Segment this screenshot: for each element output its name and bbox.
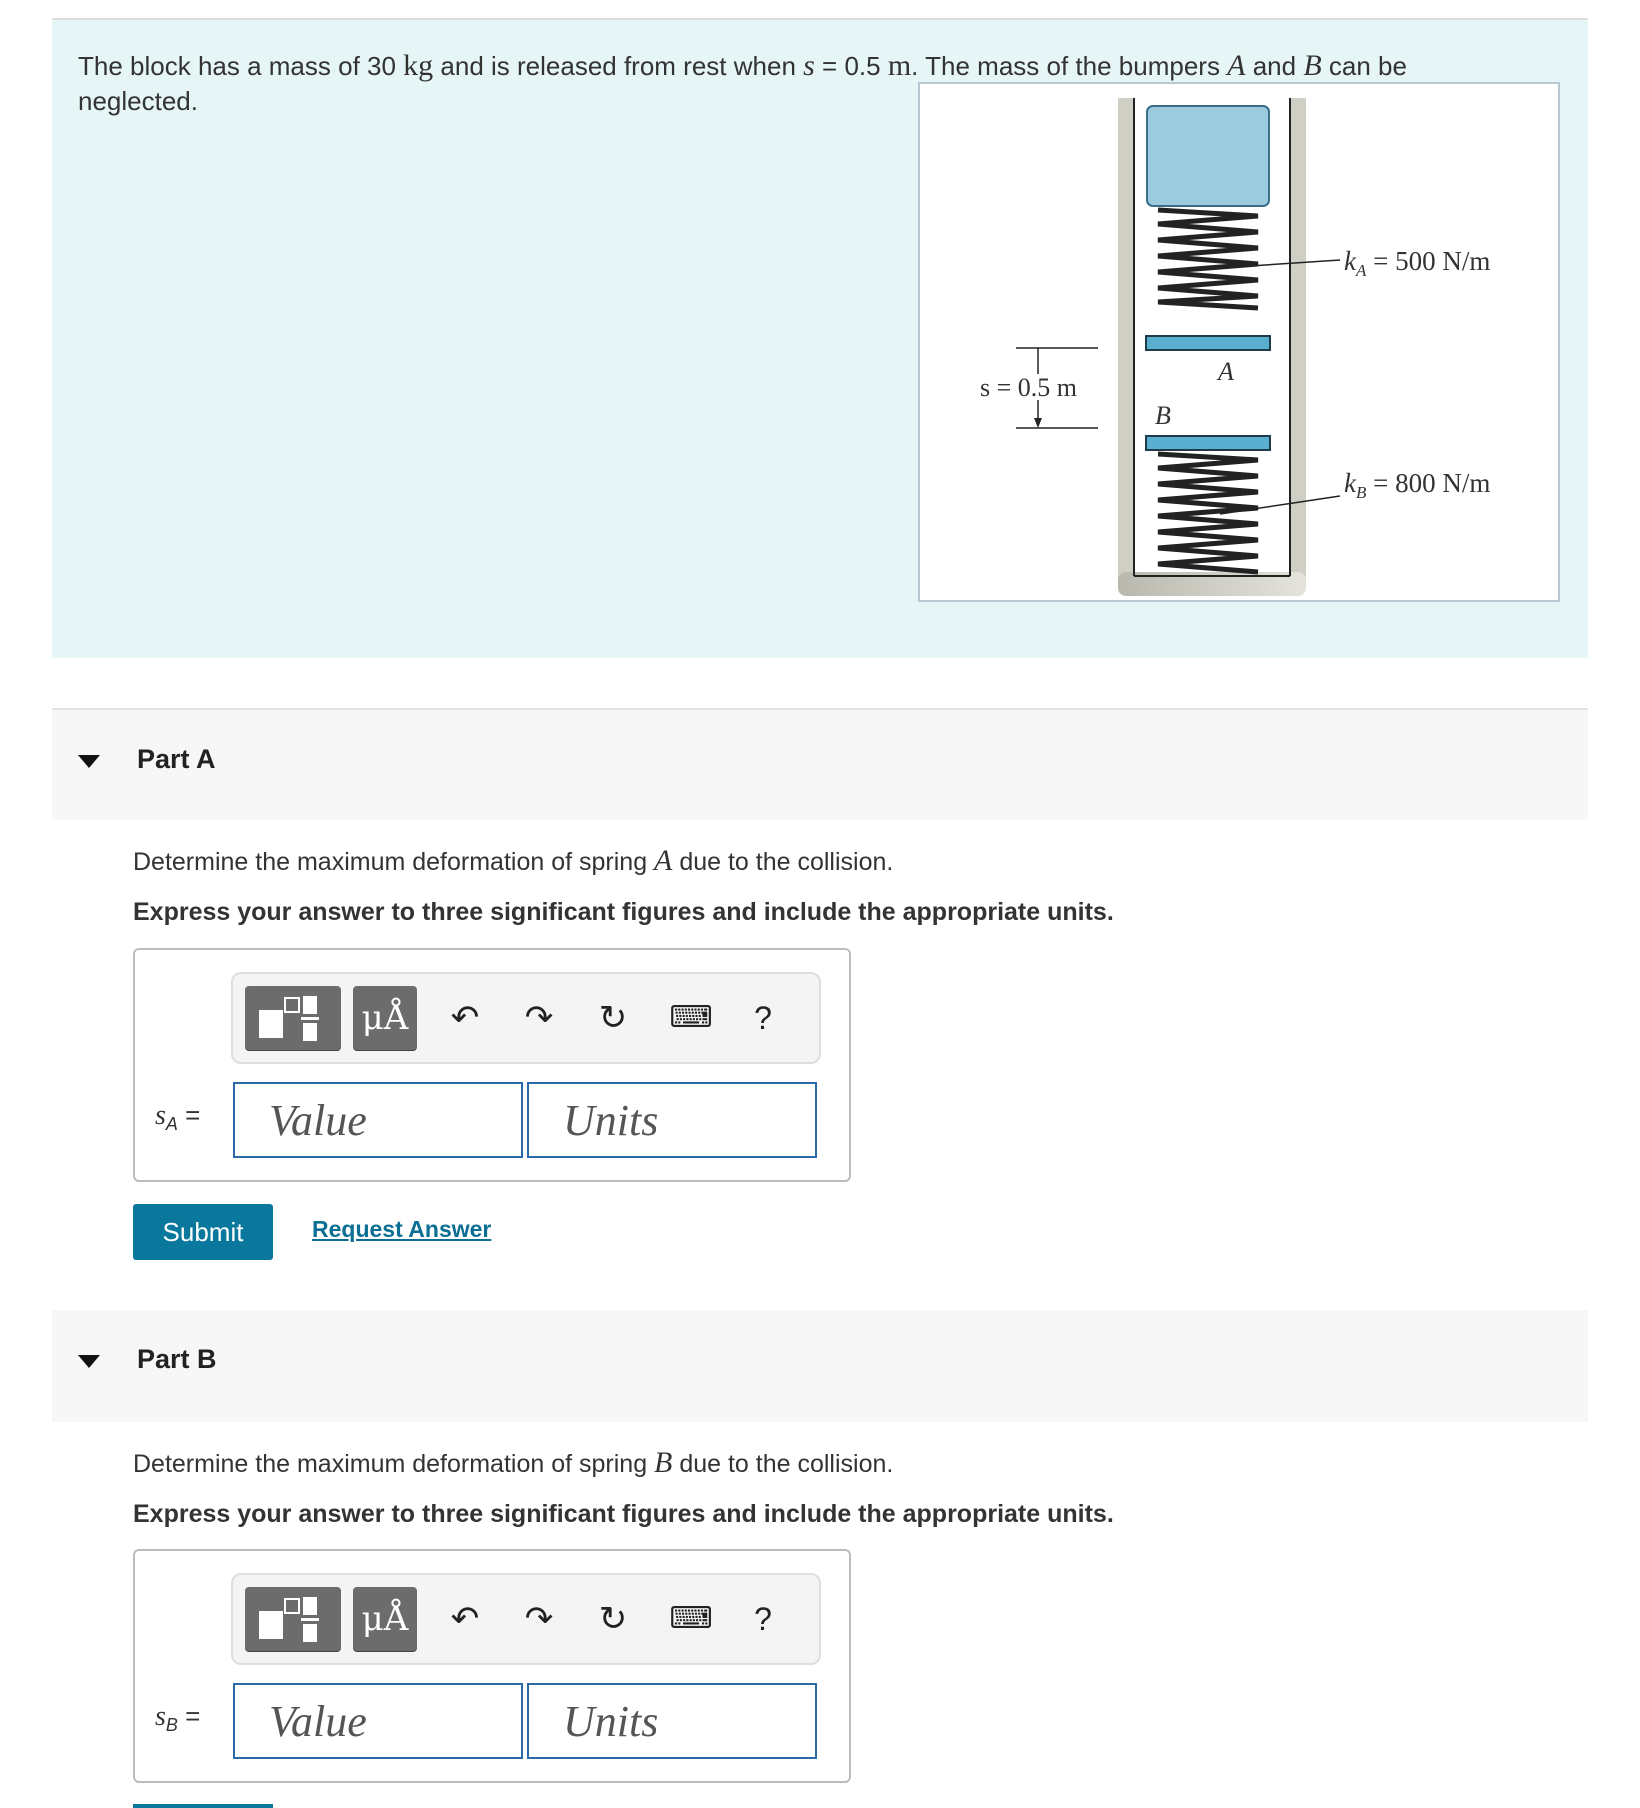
keyboard-icon[interactable]: ⌨ <box>669 1001 713 1034</box>
part-b-header[interactable] <box>52 1310 1588 1422</box>
value-input[interactable] <box>269 1685 521 1757</box>
label-b: B <box>1155 401 1171 430</box>
units-button[interactable]: μÅ <box>353 1587 417 1651</box>
collapse-icon[interactable] <box>78 1355 100 1368</box>
problem-text-5: and <box>1245 51 1304 81</box>
problem-text-3: = 0.5 <box>814 51 888 81</box>
left-wall <box>1118 98 1134 586</box>
question-text: Determine the maximum deformation of spring <box>133 848 655 876</box>
keyboard-icon[interactable]: ⌨ <box>669 1602 713 1635</box>
part-a-instruction: Express your answer to three significant figures and include the appropriate units. <box>133 898 1114 926</box>
spring-a <box>1158 210 1258 308</box>
units-field[interactable] <box>527 1082 817 1158</box>
var-name: s <box>155 1100 166 1131</box>
collapse-icon[interactable] <box>78 755 100 768</box>
var-sub: B <box>165 1715 178 1736</box>
s-variable: s <box>803 49 815 82</box>
spring-diagram <box>920 84 1562 604</box>
question-text: Determine the maximum deformation of spring <box>133 1450 655 1478</box>
bumper-b <box>1146 436 1270 450</box>
undo-icon[interactable]: ↶ <box>450 999 480 1037</box>
templates-button[interactable] <box>245 986 341 1050</box>
question-text-end: due to the collision. <box>672 848 894 876</box>
redo-icon[interactable]: ↷ <box>524 999 554 1037</box>
question-var: A <box>654 844 673 877</box>
units-button[interactable]: μÅ <box>353 986 417 1050</box>
distance-unit: m <box>887 49 912 82</box>
part-b-answer-box <box>133 1549 851 1783</box>
right-wall <box>1290 98 1306 586</box>
bumper-a-var: A <box>1227 49 1246 82</box>
units-input[interactable] <box>563 1084 815 1156</box>
part-b-question <box>133 1446 893 1480</box>
value-field[interactable] <box>233 1683 523 1759</box>
problem-text-4: . The mass of the bumpers <box>911 51 1228 81</box>
var-sub: A <box>165 1114 178 1135</box>
value-field[interactable] <box>233 1082 523 1158</box>
question-var: B <box>654 1446 673 1479</box>
spring-b <box>1158 454 1258 572</box>
part-b-instruction: Express your answer to three significant figures and include the appropriate units. <box>133 1500 1114 1528</box>
help-icon[interactable]: ? <box>754 1601 772 1637</box>
help-icon[interactable]: ? <box>754 1000 772 1036</box>
answer-label <box>155 1100 200 1135</box>
var-name: s <box>155 1701 166 1732</box>
units-field[interactable] <box>527 1683 817 1759</box>
templates-button[interactable] <box>245 1587 341 1651</box>
problem-text-1: The block has a mass of 30 <box>78 51 404 81</box>
mass-unit: kg <box>403 49 434 82</box>
label-a: A <box>1218 357 1234 386</box>
units-input[interactable] <box>563 1685 815 1757</box>
problem-text-2: and is released from rest when <box>433 51 804 81</box>
part-a-question <box>133 844 893 878</box>
request-answer-link[interactable]: Request Answer <box>312 1216 492 1242</box>
equals-sign: = <box>177 1100 201 1130</box>
bumper-a <box>1146 336 1270 350</box>
problem-text-6: can be neglected. <box>78 51 1407 116</box>
math-toolbar <box>231 972 821 1064</box>
reset-icon[interactable]: ↻ <box>598 999 628 1037</box>
kb-label: $k_B = 800$ N/m <box>1344 468 1491 502</box>
submit-button[interactable]: Submit <box>133 1204 273 1260</box>
question-text-end: due to the collision. <box>672 1450 894 1478</box>
equals-sign: = <box>177 1701 201 1731</box>
ka-label: $k_A = 500$ N/m <box>1344 246 1491 280</box>
undo-icon[interactable]: ↶ <box>450 1600 480 1638</box>
templates-icon <box>245 986 341 1050</box>
value-input[interactable] <box>269 1084 521 1156</box>
templates-icon <box>245 1587 341 1651</box>
answer-label <box>155 1701 200 1736</box>
s-dimension-label: s = 0.5 m <box>980 373 1078 402</box>
block <box>1147 106 1269 206</box>
part-a-header[interactable] <box>52 708 1588 820</box>
redo-icon[interactable]: ↷ <box>524 1600 554 1638</box>
spring-figure <box>918 82 1560 602</box>
part-a-title: Part A <box>137 744 216 774</box>
bumper-b-var: B <box>1303 49 1322 82</box>
reset-icon[interactable]: ↻ <box>598 1600 628 1638</box>
submit-button-partial[interactable] <box>133 1804 273 1808</box>
part-a-answer-box <box>133 948 851 1182</box>
math-toolbar <box>231 1573 821 1665</box>
part-b-title: Part B <box>137 1344 217 1374</box>
problem-statement <box>52 18 1588 658</box>
